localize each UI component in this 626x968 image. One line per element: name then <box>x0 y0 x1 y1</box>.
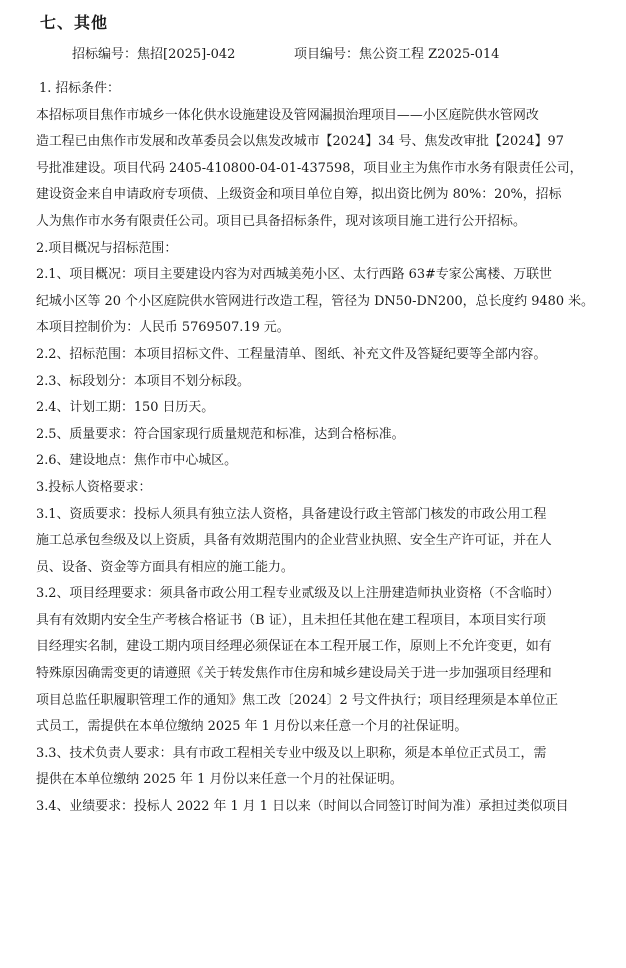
paragraph-line: 3.4、业绩要求：投标人 2022 年 1 月 1 日以来（时间以合同签订时间为准）承担过类似项目 <box>36 799 569 815</box>
paragraph-line: 项目总监任职履职管理工作的通知》焦工改〔2024〕2 号文件执行；项目经理须是本单位正 <box>36 692 559 708</box>
paragraph-line: 2.6、建设地点：焦作市中心城区。 <box>36 453 237 469</box>
paragraph-line: 2.2、招标范围：本项目招标文件、工程量清单、图纸、补充文件及答疑纪要等全部内容。 <box>36 346 547 362</box>
paragraph-line: 本招标项目焦作市城乡一体化供水设施建设及管网漏损治理项目——小区庭院供水管网改 <box>36 107 539 123</box>
paragraph-line: 建设资金来自申请政府专项债、上级资金和项目单位自筹，拟出资比例为 80%：20%，招标 <box>36 187 562 203</box>
paragraph-line: 3.3、技术负责人要求：具有市政工程相关专业中级及以上职称，须是本单位正式员工，需 <box>36 745 547 761</box>
document-body <box>36 76 592 821</box>
paragraph-line: 式员工，需提供在本单位缴纳 2025 年 1 月份以来任意一个月的社保证明。 <box>36 719 468 735</box>
heading-project-overview: 2.项目概况与招标范围： <box>36 240 178 256</box>
paragraph-line: 3.2、项目经理要求：须具备市政公用工程专业贰级及以上注册建造师执业资格（不含临时） <box>36 586 560 602</box>
paragraph-line: 3.1、资质要求：投标人须具有独立法人资格，具备建设行政主管部门核发的市政公用工程 <box>36 506 547 522</box>
heading-bidder-qualifications: 3.投标人资格要求： <box>36 479 152 495</box>
paragraph-line: 号批准建设。项目代码 2405-410800-04-01-437598，项目业主为焦作市水务有限责任公司， <box>36 160 583 176</box>
paragraph-line: 2.1、项目概况：项目主要建设内容为对西城美苑小区、太行西路 63#专家公寓楼、万联世 <box>36 267 552 283</box>
paragraph-line: 纪城小区等 20 个小区庭院供水管网进行改造工程，管径为 DN50-DN200，总长度约 9480 米。 <box>36 293 594 309</box>
paragraph-line: 2.5、质量要求：符合国家现行质量规范和标准，达到合格标准。 <box>36 426 405 442</box>
paragraph-line: 特殊原因确需变更的请遵照《关于转发焦作市住房和城乡建设局关于进一步加强项目经理和 <box>36 666 552 682</box>
paragraph-line: 本项目控制价为：人民币 5769507.19 元。 <box>36 320 290 336</box>
paragraph-line: 2.4、计划工期：150 日历天。 <box>36 400 215 416</box>
heading-bidding-conditions: 1. 招标条件： <box>39 81 120 96</box>
paragraph-line: 目经理实名制，建设工期内项目经理必须保证在本工程开展工作，原则上不允许变更，如有 <box>36 639 552 655</box>
paragraph-line: 提供在本单位缴纳 2025 年 1 月份以来任意一个月的社保证明。 <box>36 772 403 788</box>
section-title: 七、其他 <box>40 13 109 32</box>
paragraph-line: 造工程已由焦作市发展和改革委员会以焦发改城市【2024】34 号、焦发改审批【2024】97 <box>36 134 564 150</box>
paragraph-line: 施工总承包叁级及以上资质，具备有效期范围内的企业营业执照、安全生产许可证，并在人 <box>36 533 552 549</box>
paragraph-line: 2.3、标段划分：本项目不划分标段。 <box>36 373 250 389</box>
project-identifiers <box>72 43 500 62</box>
project-number: 项目编号：焦公资工程 Z2025-014 <box>294 47 500 62</box>
paragraph-line: 人为焦作市水务有限责任公司。项目已具备招标条件，现对该项目施工进行公开招标。 <box>36 213 526 229</box>
tender-number: 招标编号：焦招[2025]-042 <box>72 47 236 62</box>
paragraph-line: 员、设备、资金等方面具有相应的施工能力。 <box>36 559 294 575</box>
paragraph-line: 具有有效期内安全生产考核合格证书（B 证），且未担任其他在建工程项目，本项目实行项 <box>36 612 546 628</box>
